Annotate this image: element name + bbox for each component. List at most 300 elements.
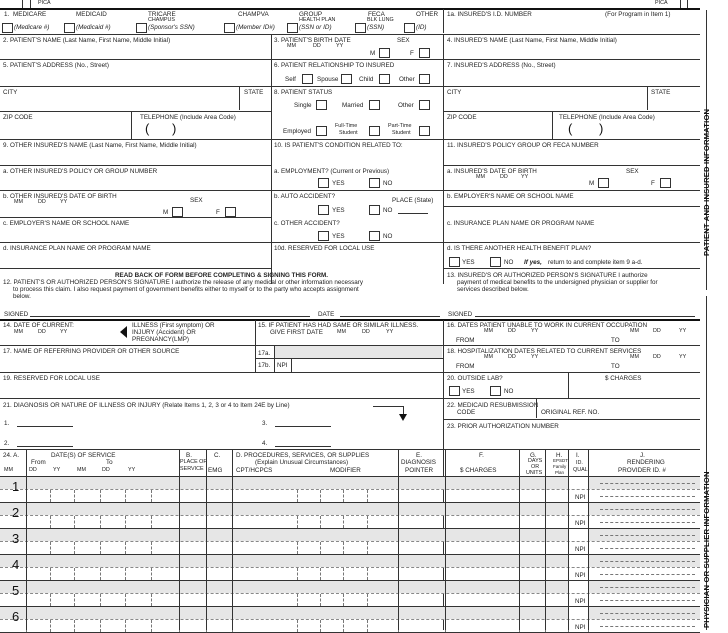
employment-no: NO [383,180,393,187]
champva-checkbox[interactable] [224,23,235,33]
item6-self: Self [285,76,296,83]
item24d-explain: (Explain Unusual Circumstances) [255,459,349,466]
item9b-f: F [216,209,220,216]
diag-2-number: 2. [4,440,10,447]
insured-city-label: CITY [447,89,462,96]
item3-dd: DD [313,43,321,49]
item1-health-plan: HEALTH PLAN [299,17,336,23]
item18-to: TO [611,363,620,370]
form-rule [0,139,700,140]
other-insured-sex-m-checkbox[interactable] [172,207,183,217]
medicare-sub: (Medicare #) [14,24,50,31]
status-fulltime-checkbox[interactable] [369,126,380,136]
item23-label: 23. PRIOR AUTHORIZATION NUMBER [447,423,559,430]
item18-to-mm: MM [630,354,639,360]
item24f-label: F. [479,452,484,459]
service-line-shaded-band [0,555,568,567]
item1-feca: FECA [368,11,385,18]
item24-from-dd: DD [29,467,37,473]
id-sub: (ID) [416,24,427,31]
item24a-label: 24. A. [3,452,20,459]
service-line-shaded-band [0,529,568,541]
divider [647,86,648,110]
item9a-label: a. OTHER INSURED'S POLICY OR GROUP NUMBER [3,168,158,175]
item24b-place1: PLACE OF [180,459,207,465]
item24b-label: B. [186,452,192,459]
form-rule [0,86,700,87]
item24f-charges: $ CHARGES [460,467,497,474]
item2-label: 2. PATIENT'S NAME (Last Name, First Name, Middle Initial) [3,37,171,44]
other-insured-sex-f-checkbox[interactable] [225,207,236,217]
item12-signed: SIGNED [4,311,29,318]
item9b-dd: DD [38,199,46,205]
item24h-family: Family [553,464,567,469]
item11a-f: F [651,180,655,187]
patient-insured-section-label: PATIENT AND INSURED INFORMATION [702,108,711,256]
item10b-place: PLACE (State) [392,197,434,204]
item11c-label: c. INSURANCE PLAN NAME OR PROGRAM NAME [447,220,595,227]
item1-blk-lung: BLK LUNG [367,17,394,23]
form-rule [0,217,271,218]
service-line-number: 5 [12,583,20,598]
item20-label: 20. OUTSIDE LAB? [447,375,503,382]
item24e-label: E. [416,452,422,459]
service-line-number: 6 [12,609,20,624]
item24-to-mm: MM [77,467,86,473]
status-employed: Employed [283,128,312,135]
item16-from: FROM [456,337,475,344]
item3-label: 3. PATIENT'S BIRTH DATE [274,37,351,44]
item24h-plan: Plan [555,470,565,475]
pica-label-right: PICA [655,0,668,6]
table-row[interactable] [26,568,700,580]
medicaid-checkbox[interactable] [64,23,75,33]
status-employed-checkbox[interactable] [316,126,327,136]
form-rule [443,206,700,207]
ssn-sub: (SSN) [367,24,385,31]
item9-label: 9. OTHER INSURED'S NAME (Last Name, First Name, Middle Initial) [3,142,197,149]
diag-1-number: 1. [4,420,10,427]
item17b-label: 17b. [258,362,271,369]
sponsor-sub: (Sponsor's SSN) [148,24,195,31]
form-rule [0,34,700,35]
another-plan-yes: YES [462,259,475,266]
service-line-shaded-band [0,607,568,619]
auto-yes-checkbox[interactable] [318,205,329,215]
group-checkbox[interactable] [287,23,298,33]
status-other-checkbox[interactable] [419,100,430,110]
item14-arrow-icon [120,326,127,338]
item10b-label: b. AUTO ACCIDENT? [274,193,336,200]
item3-f: F [410,50,414,57]
paren-open: ( [145,121,150,136]
form-rule [0,111,271,112]
item3-mm: MM [287,43,296,49]
item24i-label: I. [576,452,580,459]
patient-zip-label: ZIP CODE [3,114,33,121]
status-single-checkbox[interactable] [316,100,327,110]
other-checkbox[interactable] [404,23,415,33]
item17a-label: 17a. [258,350,271,357]
item7-label: 7. INSURED'S ADDRESS (No., Street) [447,62,556,69]
item18-yy: YY [531,354,539,360]
status-other: Other [398,102,414,109]
item16-mm: MM [484,328,493,334]
item1-group: GROUP [299,11,323,18]
item4-label: 4. INSURED'S NAME (Last Name, First Name, Middle Initial) [447,37,617,44]
divider [271,34,272,284]
status-married-checkbox[interactable] [369,100,380,110]
item17b-npi: NPI [277,362,288,369]
item16-yy: YY [531,328,539,334]
item10a-label: a. EMPLOYMENT? (Current or Previous) [274,168,390,175]
item15-line2: GIVE FIRST DATE [270,329,323,336]
item24-from-mm: MM [4,467,13,473]
form-rule [443,165,700,166]
service-line-number: 1 [12,479,20,494]
item24-from: From [31,459,46,466]
item24g-or: OR [531,464,540,470]
form-rule [0,190,700,191]
status-parttime-checkbox[interactable] [419,126,430,136]
divider [568,372,569,398]
item14-mm: MM [14,329,23,335]
item9b-mm: MM [14,199,23,205]
item11a-label: a. INSURED'S DATE OF BIRTH [447,168,537,175]
divider [536,398,537,418]
table-row[interactable] [26,490,700,502]
item24c-label: C. [214,452,221,459]
relationship-other-checkbox[interactable] [419,74,430,84]
item24b-place2: SERVICE [180,466,204,472]
item15-mm: MM [337,329,346,335]
table-row[interactable] [26,542,700,554]
item24e-pointer: POINTER [405,467,433,474]
column-divider [26,449,27,630]
auto-yes: YES [332,207,345,214]
item18-from: FROM [456,363,475,370]
diag-1-line[interactable] [17,426,73,427]
form-rule [0,449,700,450]
item11a-sex: SEX [626,168,639,175]
item9b-yy: YY [60,199,68,205]
pica-tick [687,0,688,8]
item3-m: M [370,50,376,57]
item18-dd: DD [508,354,516,360]
insured-sex-f-checkbox[interactable] [660,178,671,188]
item22-line1: 22. MEDICAID RESUBMISSION [447,402,539,409]
another-plan-note: return to and complete item 9 a-d. [548,259,643,266]
npi-label: NPI [575,494,586,501]
status-married: Married [342,102,364,109]
employment-no-checkbox[interactable] [369,178,380,188]
column-divider [519,449,520,630]
service-line-number: 2 [12,505,20,520]
item16-to: TO [611,337,620,344]
form-rule [0,398,700,399]
provider-id-dash [600,587,695,588]
column-divider [398,449,399,630]
form-rule [0,372,700,373]
item12-date: DATE [318,311,335,318]
item11a-dd: DD [500,174,508,180]
another-plan-note-bold: If yes, [524,259,542,266]
item22-line2: CODE [457,409,476,416]
item24h-label: H. [556,452,563,459]
form-rule [0,59,700,60]
signature-line[interactable] [475,316,695,317]
provider-id-dash [600,613,695,614]
item24h-epsdt: EPSDT [553,458,569,463]
item1-other: OTHER [416,11,439,18]
item18-label: 18. HOSPITALIZATION DATES RELATED TO CURRENT SERVICES [447,348,642,355]
table-row[interactable] [26,594,700,606]
column-divider [568,449,569,630]
insured-sex-m-checkbox[interactable] [598,178,609,188]
item6-spouse: Spouse [317,76,339,83]
tricare-checkbox[interactable] [136,23,147,33]
diag-3-number: 3. [262,420,268,427]
pica-tick [22,0,23,8]
patient-state-label: STATE [244,89,264,96]
column-divider [232,449,233,630]
item20-charges: $ CHARGES [605,375,642,382]
diag-3-line[interactable] [275,426,331,427]
item11-label: 11. INSURED'S POLICY GROUP OR FECA NUMBER [447,142,599,149]
insured-tel-label: TELEPHONE (Include Area Code) [559,114,655,121]
form-rule [0,242,700,243]
item12-line1: 12. PATIENT'S OR AUTHORIZED PERSON'S SIGNATURE I authorize the release of any medical or other information necessary [3,279,364,286]
npi-label: NPI [575,624,586,631]
service-line-shaded-band [0,477,568,489]
provider-id-dash [600,535,695,536]
item14-r1: ILLNESS (First symptom) OR [132,322,215,329]
read-back-heading: READ BACK OF FORM BEFORE COMPLETING & SIGNING THIS FORM. [115,272,329,279]
item1-prefix: 1. [4,11,10,18]
divider [291,358,292,372]
status-fulltime-2: Student [339,130,358,136]
item11a-m: M [589,180,595,187]
signature-line[interactable] [30,316,310,317]
service-line-number: 3 [12,531,20,546]
another-plan-yes-checkbox[interactable] [449,257,460,267]
item11a-yy: YY [521,174,529,180]
item24-to: To [106,459,113,466]
item22-orig: ORIGINAL REF. NO. [541,409,600,416]
item3-sex: SEX [397,37,410,44]
item16-to-dd: DD [653,328,661,334]
item5-label: 5. PATIENT'S ADDRESS (No., Street) [3,62,109,69]
provider-id-dash [600,483,695,484]
table-row[interactable] [26,516,700,528]
paren-open: ( [568,121,573,136]
pica-label-left: PICA [38,0,51,6]
item9b-label: b. OTHER INSURED'S DATE OF BIRTH [3,193,117,200]
item14-r3: PREGNANCY(LMP) [132,336,190,343]
npi-label: NPI [575,546,586,553]
item18-to-yy: YY [679,354,687,360]
item24d-cpt: CPT/HCPCS [236,467,273,474]
provider-id-dash [600,561,695,562]
another-plan-no-checkbox[interactable] [490,257,501,267]
item14-label: 14. DATE OF CURRENT: [3,322,74,329]
item13-line1: 13. INSURED'S OR AUTHORIZED PERSON'S SIGNATURE I authorize [447,272,648,279]
column-divider [588,449,589,630]
item16-dd: DD [508,328,516,334]
status-parttime-1: Part-Time [388,123,412,129]
item1a-note: (For Program in Item 1) [605,11,671,18]
item24d-label: D. PROCEDURES, SERVICES, OR SUPPLIES [236,452,370,459]
divider [255,320,256,345]
item14-dd: DD [38,329,46,335]
form-rule [443,268,700,269]
form-rule [0,8,700,10]
relationship-spouse-checkbox[interactable] [341,74,352,84]
other-accident-no-checkbox[interactable] [369,231,380,241]
service-line-number: 4 [12,557,20,572]
item9b-m: M [163,209,169,216]
outside-lab-yes: YES [462,388,475,395]
patient-sex-f-checkbox[interactable] [419,48,430,58]
item1-champus: CHAMPUS [148,17,175,23]
pica-tick [30,0,31,8]
item24j-rendering: RENDERING [627,459,665,466]
auto-no: NO [383,207,393,214]
column-divider [179,449,180,630]
patient-sex-m-checkbox[interactable] [379,48,390,58]
item6-child: Child [359,76,374,83]
item24-to-yy: YY [128,467,136,473]
diag-4-line[interactable] [275,446,331,447]
item15-yy: YY [386,329,394,335]
item10-label: 10. IS PATIENT'S CONDITION RELATED TO: [274,142,403,149]
outside-lab-yes-checkbox[interactable] [449,386,460,396]
outside-lab-no-checkbox[interactable] [490,386,501,396]
item24-to-dd: DD [102,467,110,473]
item17-label: 17. NAME OF REFERRING PROVIDER OR OTHER SOURCE [3,348,180,355]
patient-tel-label: TELEPHONE (Include Area Code) [140,114,236,121]
ssn-id-sub: (SSN or ID) [299,24,332,31]
employment-yes-checkbox[interactable] [318,178,329,188]
column-divider [206,449,207,630]
item24g-label: G. [530,452,537,459]
feca-checkbox[interactable] [355,23,366,33]
item21-label: 21. DIAGNOSIS OR NATURE OF ILLNESS OR INJURY (Relate Items 1, 2, 3 or 4 to Item 24E by Line) [3,402,290,409]
paren-close: ) [172,121,177,136]
place-underline [398,213,428,214]
column-divider [445,449,446,630]
provider-id-dash [600,509,695,510]
relationship-child-checkbox[interactable] [379,74,390,84]
item24-dates-label: DATE(S) OF SERVICE [51,452,116,459]
divider [443,34,444,284]
item17a-shaded-field [275,346,442,358]
item9b-sex: SEX [190,197,203,204]
item1-tricare: TRICARE [148,11,176,18]
item24g-days: DAYS [528,458,543,464]
other-accident-yes: YES [332,233,345,240]
item21-arrow-icon [399,414,407,421]
form-rule [443,111,700,112]
item6-label: 6. PATIENT RELATIONSHIP TO INSURED [274,62,395,69]
table-row[interactable] [26,620,700,632]
physician-supplier-section-label: PHYSICIAN OR SUPPLIER INFORMATION [702,471,711,628]
section-rule [0,319,700,321]
item9c-label: c. EMPLOYER'S NAME OR SCHOOL NAME [3,220,130,227]
other-accident-no: NO [383,233,393,240]
item13-line3: services described below. [457,286,529,293]
item16-to-yy: YY [679,328,687,334]
item21-arrow-shaft [373,406,403,407]
service-line-shaded-band [0,503,568,515]
diag-2-line[interactable] [17,446,73,447]
relationship-self-checkbox[interactable] [302,74,313,84]
pica-tick [680,0,681,8]
item24j-provider-id: PROVIDER ID. # [618,467,666,474]
another-plan-no: NO [504,259,514,266]
divider [552,111,553,139]
item24i-qual: QUAL. [573,467,590,473]
item16-label: 16. DATES PATIENT UNABLE TO WORK IN CURRENT OCCUPATION [447,322,648,329]
item24j-label: J. [640,452,645,459]
item11a-mm: MM [476,174,485,180]
item11b-label: b. EMPLOYER'S NAME OR SCHOOL NAME [447,193,574,200]
column-divider [545,449,546,630]
status-fulltime-1: Full-Time [335,123,358,129]
item3-yy: YY [336,43,344,49]
item1a-label: 1a. INSURED'S I.D. NUMBER [447,11,532,18]
item12-line2: to process this claim. I also request payment of government benefits either to myself or to the party who accepts assignment [13,286,359,293]
item10d-label: 10d. RESERVED FOR LOCAL USE [274,245,375,252]
item12-line3: below. [13,293,31,300]
item9d-label: d. INSURANCE PLAN NAME OR PROGRAM NAME [3,245,151,252]
medicare-checkbox[interactable] [2,23,13,33]
divider [131,111,132,139]
item1-medicaid: MEDICAID [76,11,107,18]
item13-signed: SIGNED [448,311,473,318]
item24d-modifier: MODIFIER [330,467,361,474]
insured-zip-label: ZIP CODE [447,114,477,121]
item11d-label: d. IS THERE ANOTHER HEALTH BENEFIT PLAN? [447,245,592,252]
date-line[interactable] [340,316,440,317]
item13-line2: payment of medical benefits to the undersigned physician or supplier for [457,279,658,286]
form-rule [0,268,271,269]
item24e-diagnosis: DIAGNOSIS [401,459,436,466]
item16-to-mm: MM [630,328,639,334]
form-rule [255,358,443,359]
item24c-emg: EMG [208,467,223,474]
item15-dd: DD [362,329,370,335]
item8-label: 8. PATIENT STATUS [274,89,333,96]
divider [239,86,240,110]
auto-no-checkbox[interactable] [369,205,380,215]
npi-label: NPI [575,572,586,579]
npi-label: NPI [575,520,586,527]
item18-mm: MM [484,354,493,360]
insured-state-label: STATE [651,89,671,96]
other-accident-yes-checkbox[interactable] [318,231,329,241]
paren-close: ) [599,121,604,136]
item14-yy: YY [60,329,68,335]
item1-champva: CHAMPVA [238,11,269,18]
status-parttime-2: Student [392,130,411,136]
diag-4-number: 4. [262,440,268,447]
item1-medicare: MEDICARE [13,11,47,18]
item19-label: 19. RESERVED FOR LOCAL USE [3,375,100,382]
item15-line1: 15. IF PATIENT HAS HAD SAME OR SIMILAR ILLNESS. [258,322,419,329]
service-line-shaded-band [0,581,568,593]
status-single: Single [294,102,312,109]
